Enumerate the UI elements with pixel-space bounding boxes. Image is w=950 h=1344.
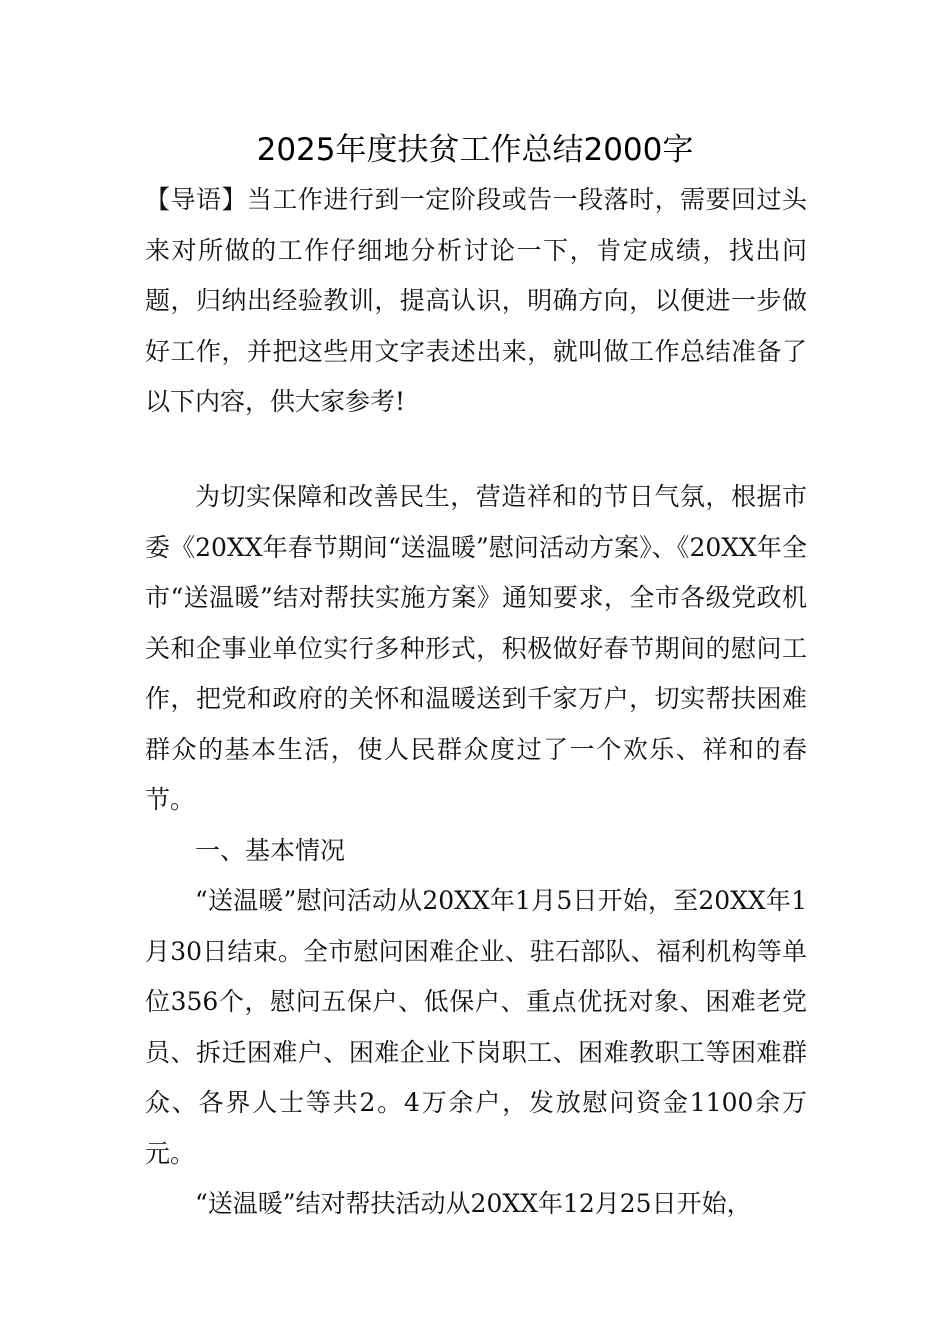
body-paragraph: “送温暖”结对帮扶活动从20XX年12月25日开始，: [195, 1189, 752, 1218]
document-title: 2025年度扶贫工作总结2000字: [256, 132, 694, 168]
document-body: [145, 472, 807, 1230]
intro-paragraph: 【导语】当工作进行到一定阶段或告一段落时，需要回过头来对所做的工作仔细地分析讨论一下，肯定成绩，找出问题，归纳出经验教训，提高认识，明确方向，以便进一步做好工作，并把这些用文字表述出来，就叫做工作总结准备了以下内容，供大家参考!: [145, 185, 807, 416]
section-heading: 一、基本情况: [195, 835, 346, 865]
body-paragraph: “送温暖”慰问活动从20XX年1月5日开始，至20XX年1月30日结束。全市慰问困难企业、驻石部队、福利机构等单位356个，慰问五保户、低保户、重点优抚对象、困难老党员、拆迁困难户、困难企业下岗职工、困难教职工等困难群众、各界人士等共2。4万余户，发放慰问资金1100余万元。: [145, 886, 807, 1168]
body-paragraph: 为切实保障和改善民生，营造祥和的节日气氛，根据市委《20XX年春节期间“送温暖”慰问活动方案》、《20XX年全市“送温暖”结对帮扶实施方案》通知要求，全市各级党政机关和企事业单位实行多种形式，积极做好春节期间的慰问工作，把党和政府的关怀和温暖送到千家万户，切实帮扶困难群众的基本生活，使人民群众度过了一个欢乐、祥和的春节。: [145, 482, 807, 814]
